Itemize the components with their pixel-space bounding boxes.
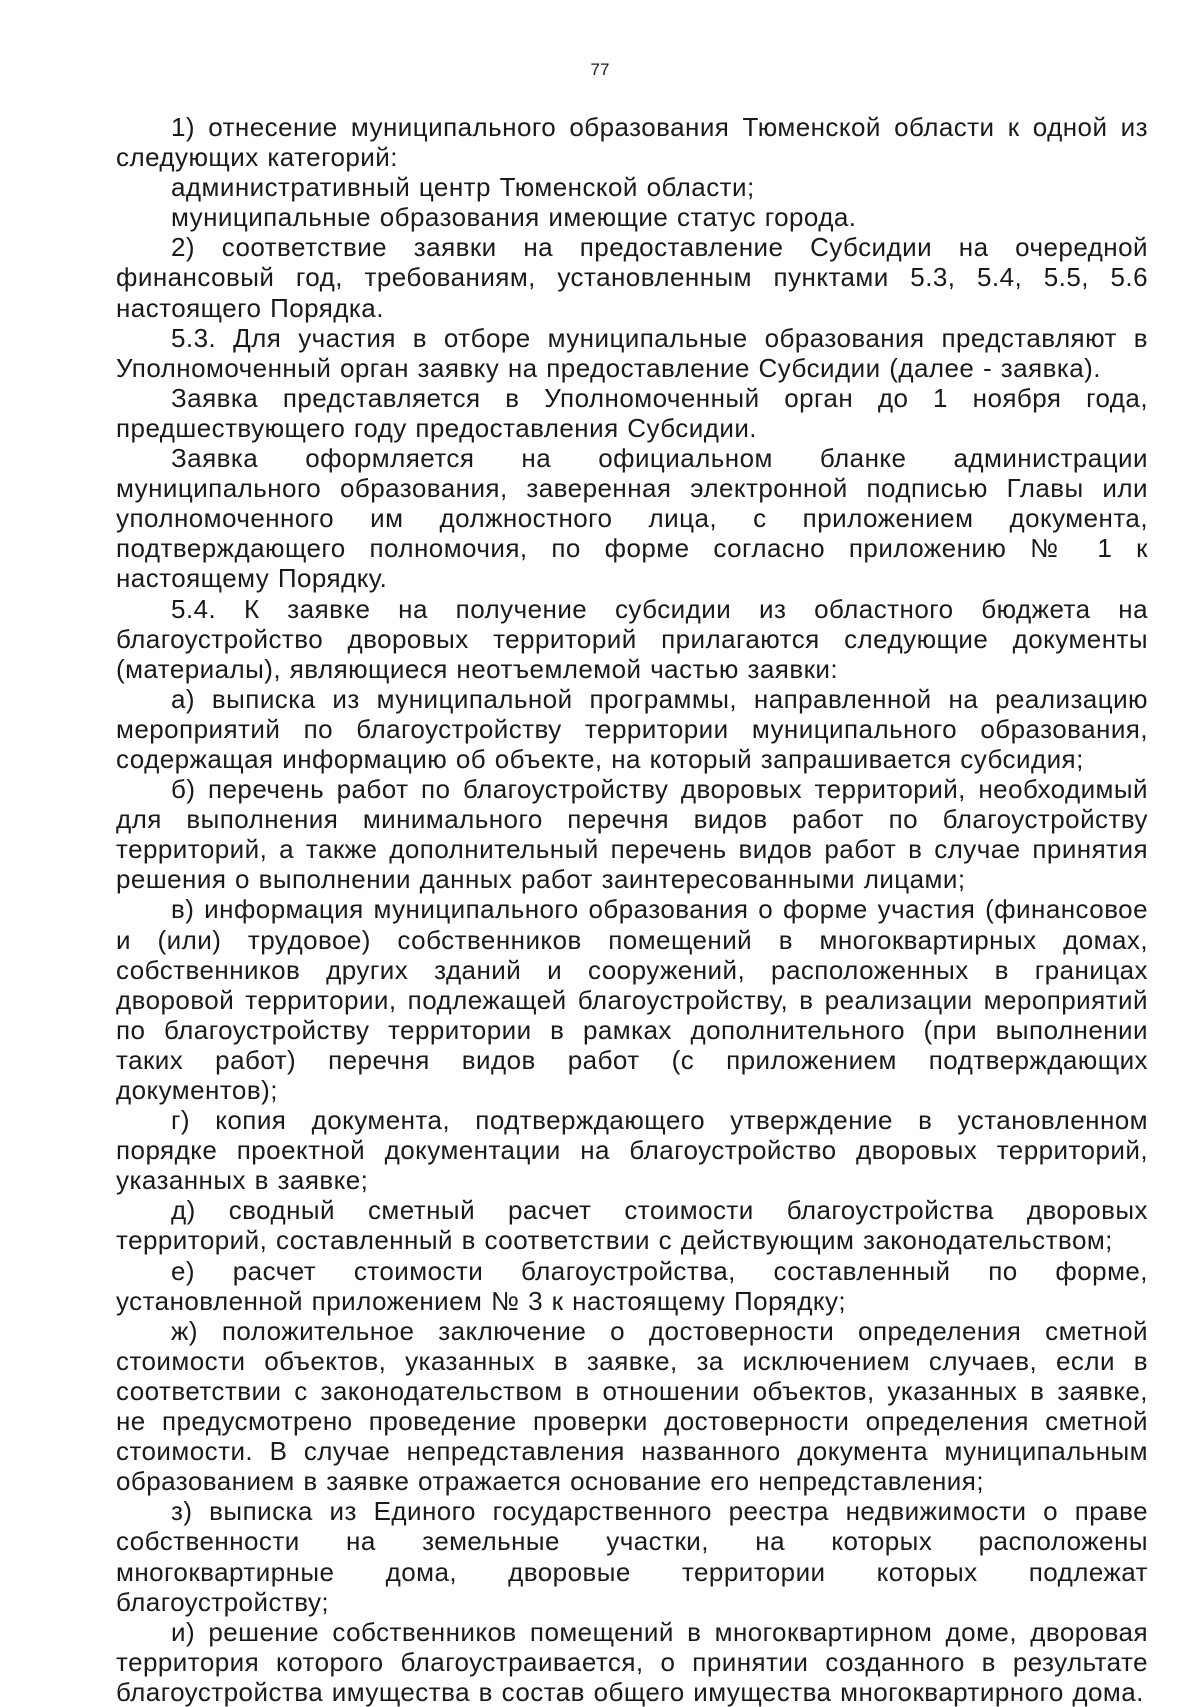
paragraph-application-compliance: 2) соответствие заявки на предоставление Субсидии на очередной финансовый год, требованиям, установленным пунктами 5.3, 5.4, 5.5, 5.6 настоящего Порядка. [116, 232, 1148, 323]
paragraph-deadline: Заявка представляется в Уполномоченный орган до 1 ноября года, предшествующего году предоставления Субсидии. [116, 382, 1148, 443]
list-item-e: е) расчет стоимости благоустройства, составленный по форме, установленной приложением № 3 к настоящему Порядку; [116, 1255, 1148, 1316]
page-number: 77 [590, 60, 610, 79]
list-item-z: з) выписка из Единого государственного реестра недвижимости о праве собственности на земельные участки, на которых расположены многоквартирные дома, дворовые территории которых подлежат благоустройству; [116, 1496, 1148, 1617]
list-item-g: г) копия документа, подтверждающего утверждение в установленном порядке проектной документации на благоустройство дворовых территорий, указанных в заявке; [116, 1105, 1148, 1196]
list-item-a: а) выписка из муниципальной программы, направленной на реализацию мероприятий по благоустройству территории муниципального образования, содержащая информацию об объекте, на который запрашивается субсидия; [116, 683, 1148, 774]
document-body [116, 112, 1148, 1707]
list-item-b: б) перечень работ по благоустройству дворовых территорий, необходимый для выполнения минимального перечня видов работ по благоустройству территорий, а также дополнительный перечень видов работ в случае принятия решения о выполнении данных работ заинтересованными лицами; [116, 774, 1148, 895]
list-item-i: и) решение собственников помещений в многоквартирном доме, дворовая территория которого благоустраивается, о принятии созданного в результате благоустройства имущества в состав общего имущества многоквартирного дома. [116, 1616, 1148, 1707]
list-item-v: в) информация муниципального образования о форме участия (финансовое и (или) трудовое) собственников помещений в многоквартирных домах, собственников других зданий и сооружений, расположенных в границах дворовой территории, подлежащей благоустройству, в реализации мероприятий по благоустройству территории в рамках дополнительного (при выполнении таких работ) перечня видов работ (с приложением подтверждающих документов); [116, 894, 1148, 1105]
paragraph-5-3: 5.3. Для участия в отборе муниципальные образования представляют в Уполномоченный орган заявку на предоставление Субсидии (далее - заявка). [116, 322, 1148, 383]
list-item-zh: ж) положительное заключение о достоверности определения сметной стоимости объектов, указанных в заявке, за исключением случаев, если в соответствии с законодательством в отношении объектов, указанных в заявке, не предусмотрено проведение проверки достоверности определения сметной стоимости. В случае непредставления названного документа муниципальным образованием в заявке отражается основание его непредставления; [116, 1315, 1148, 1497]
paragraph-letterhead: Заявка оформляется на официальном бланке администрации муниципального образования, заверенная электронной подписью Главы или уполномоченного им должностного лица, с приложением документа, подтверждающего полномочия, по форме согласно приложению № 1 к настоящему Порядку. [116, 443, 1148, 594]
paragraph-city-status: муниципальные образования имеющие статус города. [171, 202, 857, 233]
paragraph-category-criterion: 1) отнесение муниципального образования Тюменской области к одной из следующих категорий: [116, 112, 1148, 173]
paragraph-admin-center: административный центр Тюменской области; [171, 172, 755, 203]
list-item-d: д) сводный сметный расчет стоимости благоустройства дворовых территорий, составленный в соответствии с действующим законодательством; [116, 1195, 1148, 1256]
paragraph-5-4: 5.4. К заявке на получение субсидии из областного бюджета на благоустройство дворовых территорий прилагаются следующие документы (материалы), являющиеся неотъемлемой частью заявки: [116, 593, 1148, 684]
